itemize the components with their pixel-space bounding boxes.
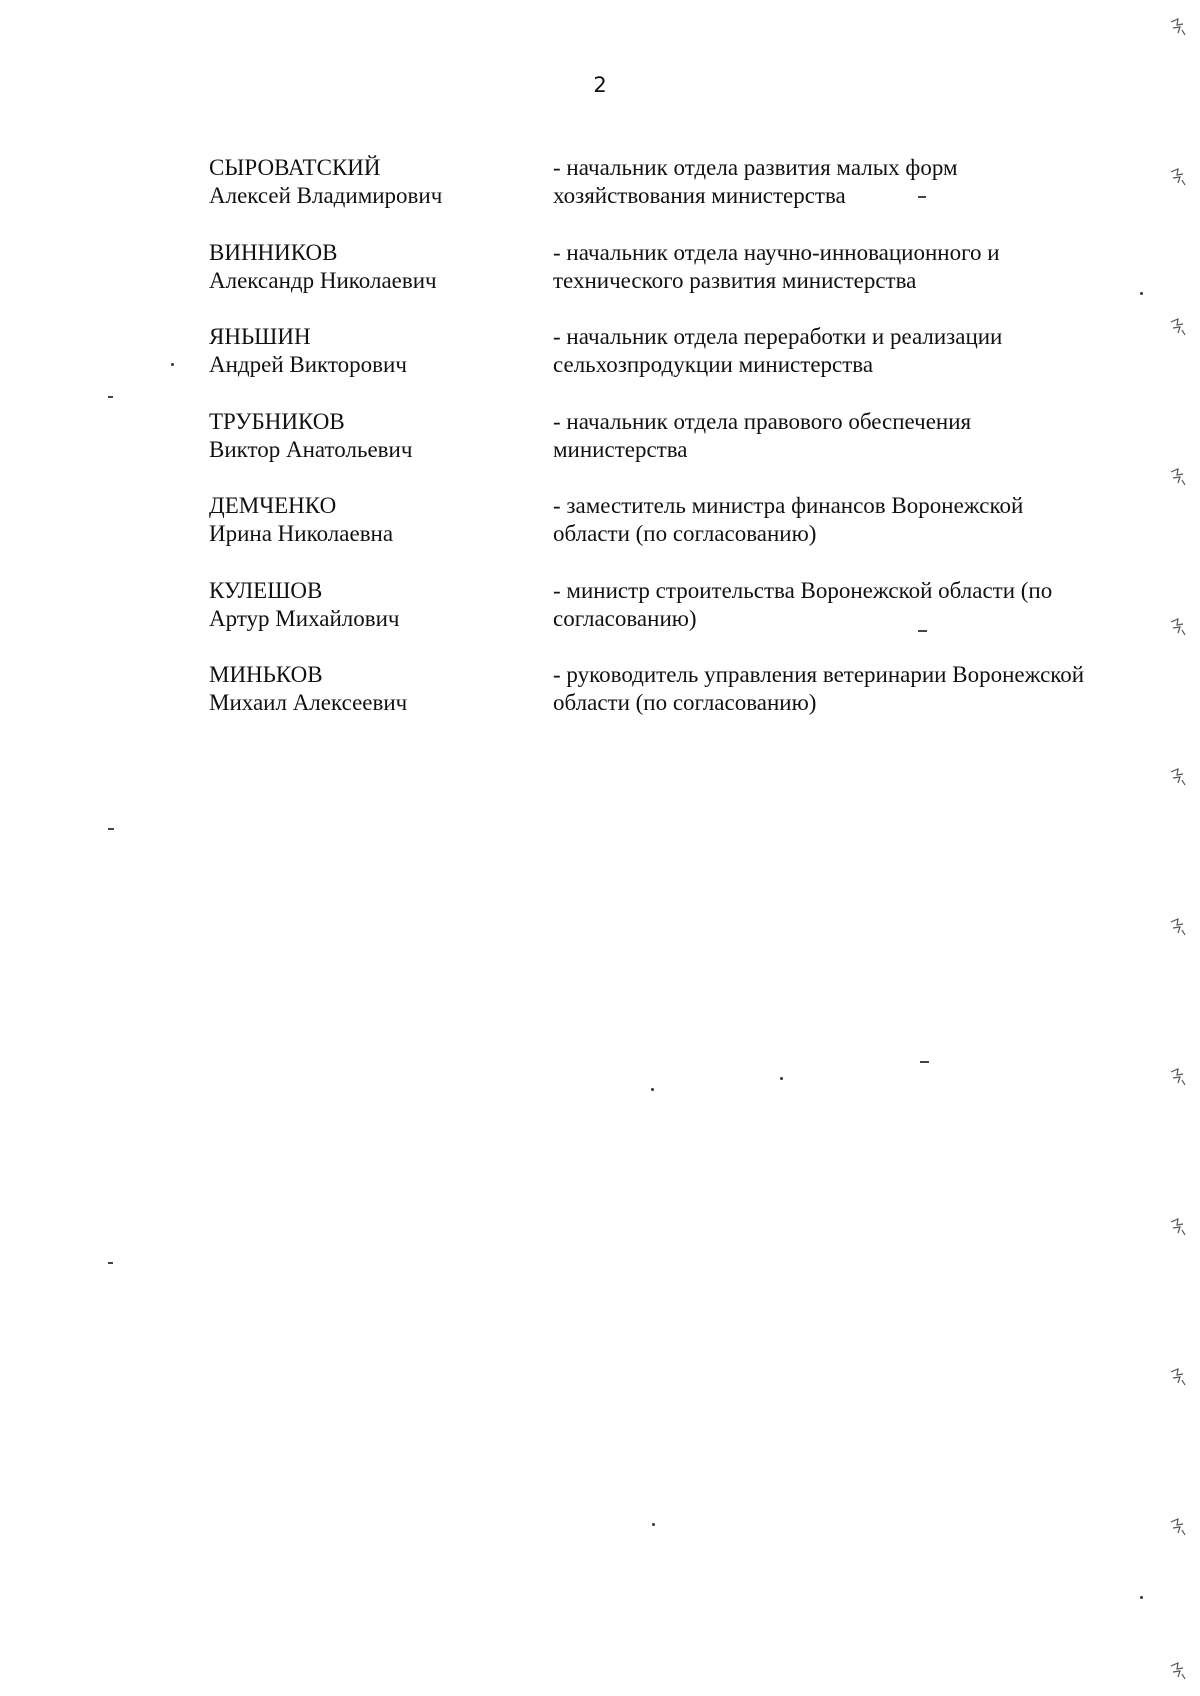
scan-speck xyxy=(651,1088,654,1091)
scan-artifact-icon xyxy=(1168,766,1188,788)
member-row xyxy=(209,239,1134,324)
member-row xyxy=(209,492,1134,577)
member-given-name: Ирина Николаевна xyxy=(209,521,394,546)
scan-artifact-icon xyxy=(1168,1066,1188,1088)
member-role-line: области (по согласованию) xyxy=(553,521,817,546)
member-row xyxy=(209,408,1134,493)
member-role-line: - руководитель управления ветеринарии Воронежской xyxy=(553,662,1085,687)
member-surname: ВИННИКОВ xyxy=(209,239,338,265)
member-role-line: хозяйствования министерства xyxy=(553,183,846,208)
page-number: 2 xyxy=(593,73,607,97)
scan-artifact-icon xyxy=(1168,1516,1188,1538)
scan-speck xyxy=(1140,1596,1143,1599)
member-given-name: Андрей Викторович xyxy=(209,352,407,377)
scan-speck xyxy=(652,1523,655,1526)
member-role xyxy=(553,239,1138,295)
member-person xyxy=(209,239,539,295)
member-role xyxy=(553,154,1138,210)
member-role-line: - начальник отдела переработки и реализации xyxy=(553,324,1003,349)
scan-speck xyxy=(920,1061,929,1063)
member-person xyxy=(209,323,539,379)
scan-artifact-icon xyxy=(1168,1366,1188,1388)
member-person xyxy=(209,492,539,548)
scan-artifact-icon xyxy=(1168,166,1188,188)
member-row xyxy=(209,577,1134,662)
member-person xyxy=(209,577,539,633)
member-surname: ЯНЬШИН xyxy=(209,324,311,349)
member-surname: КУЛЕШОВ xyxy=(209,577,323,603)
scan-speck xyxy=(171,363,174,366)
member-person xyxy=(209,661,539,717)
member-role xyxy=(553,323,1138,379)
scan-artifact-icon xyxy=(1168,616,1188,638)
member-list xyxy=(209,154,1134,746)
member-role-line: - начальник отдела правового обеспечения xyxy=(553,408,972,434)
scan-speck xyxy=(108,828,114,830)
scan-artifact-icon xyxy=(1168,466,1188,488)
scan-artifact-icon xyxy=(1168,1660,1188,1682)
scan-speck xyxy=(1140,292,1143,295)
scan-speck xyxy=(108,1262,113,1264)
member-row xyxy=(209,323,1134,408)
member-role xyxy=(553,577,1138,633)
scan-artifact-icon xyxy=(1168,316,1188,338)
scan-artifact-icon xyxy=(1168,916,1188,938)
scan-speck xyxy=(780,1077,783,1080)
member-role xyxy=(553,408,1138,464)
scan-speck xyxy=(918,630,927,632)
member-role-line: сельхозпродукции министерства xyxy=(553,352,874,377)
member-role-line: согласованию) xyxy=(553,605,697,631)
member-given-name: Виктор Анатольевич xyxy=(209,436,413,462)
member-surname: СЫРОВАТСКИЙ xyxy=(209,155,381,180)
member-surname: ДЕМЧЕНКО xyxy=(209,493,337,518)
member-given-name: Михаил Алексеевич xyxy=(209,690,408,715)
member-role-line: министерства xyxy=(553,436,688,462)
member-role-line: технического развития министерства xyxy=(553,267,917,293)
member-given-name: Алексей Владимирович xyxy=(209,183,443,208)
member-role-line: - начальник отдела развития малых форм xyxy=(553,155,958,180)
member-given-name: Александр Николаевич xyxy=(209,267,437,293)
scan-artifact-icon xyxy=(1168,16,1188,38)
member-surname: ТРУБНИКОВ xyxy=(209,408,345,434)
member-surname: МИНЬКОВ xyxy=(209,662,323,687)
member-role-line: области (по согласованию) xyxy=(553,690,817,715)
member-person xyxy=(209,408,539,464)
member-role-line: - заместитель министра финансов Воронежской xyxy=(553,493,1024,518)
member-given-name: Артур Михайлович xyxy=(209,605,400,631)
member-row xyxy=(209,154,1134,239)
scan-artifact-icon xyxy=(1168,1216,1188,1238)
member-row xyxy=(209,661,1134,746)
member-role-line: - начальник отдела научно-инновационного и xyxy=(553,239,1000,265)
member-person xyxy=(209,154,539,210)
member-role xyxy=(553,492,1138,548)
scan-speck xyxy=(918,196,926,198)
member-role-line: - министр строительства Воронежской области (по xyxy=(553,577,1053,603)
scan-speck xyxy=(108,396,113,398)
member-role xyxy=(553,661,1138,717)
